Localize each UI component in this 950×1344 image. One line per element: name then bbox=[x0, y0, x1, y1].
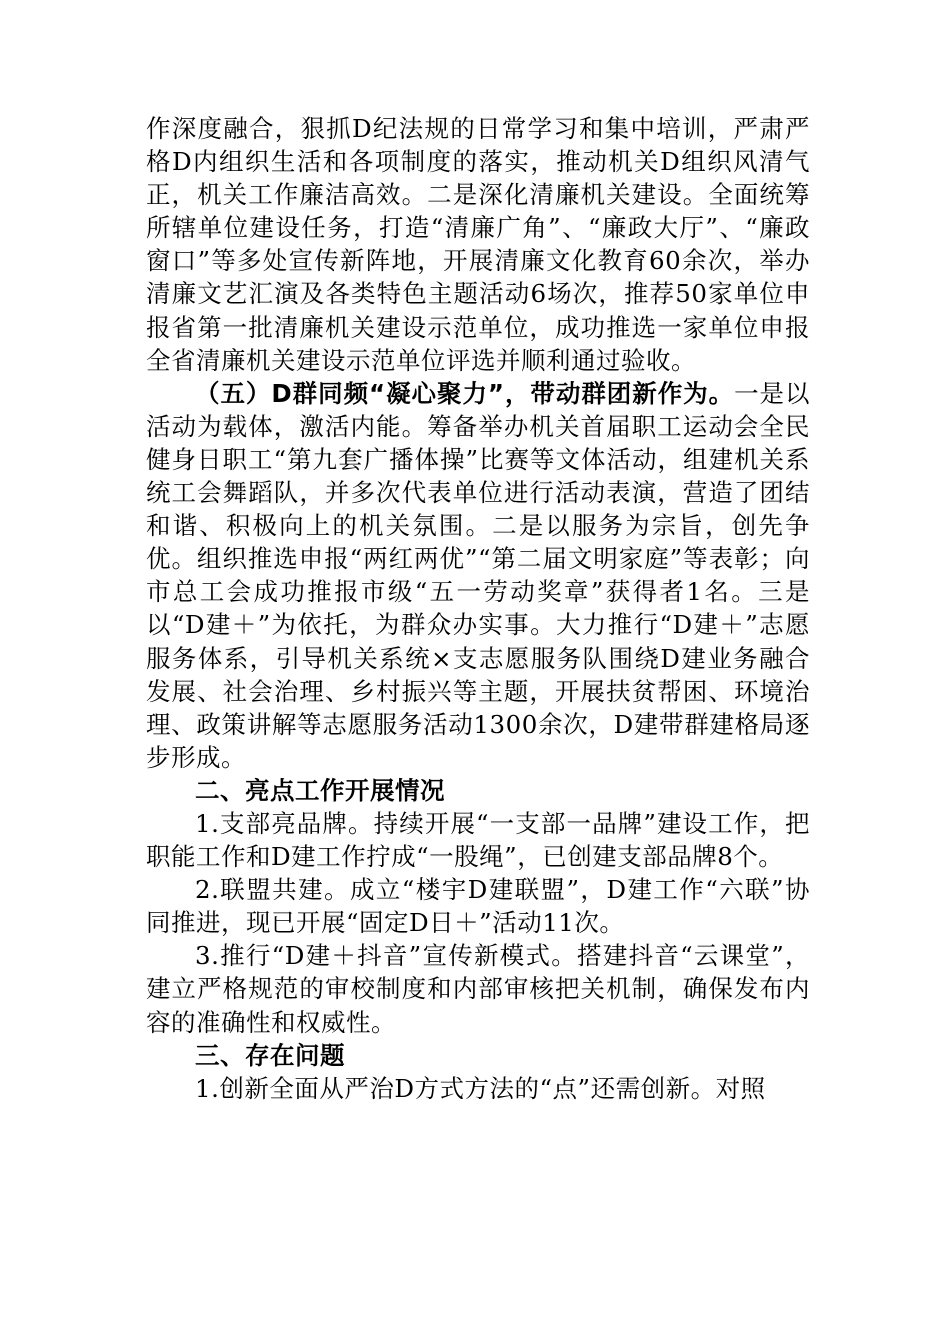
paragraph-item-3: 3.推行“D建＋抖音”宣传新模式。搭建抖音“云课堂”，建立严格规范的审校制度和内部审核把关机制，确保发布内容的准确性和权威性。 bbox=[146, 941, 810, 1037]
paragraph-item-2: 2.联盟共建。成立“楼宇D建联盟”，D建工作“六联”协同推进，现已开展“固定D日＋”活动11次。 bbox=[146, 875, 810, 938]
paragraph-problem-1: 1.创新全面从严治D方式方法的“点”还需创新。对照 bbox=[195, 1073, 766, 1103]
paragraph-continuation: 作深度融合，狠抓D纪法规的日常学习和集中培训，严肃严格D内组织生活和各项制度的落实，推动机关D组织风清气正，机关工作廉洁高效。二是深化清廉机关建设。全面统筹所辖单位建设任务，打造“清廉广角”、“廉政大厅”、“廉政窗口”等多处宣传新阵地，开展清廉文化教育60余次，举办清廉文艺汇演及各类特色主题活动6场次，推荐50家单位申报省第一批清廉机关建设示范单位，成功推选一家单位申报全省清廉机关建设示范单位评选并顺利通过验收。 bbox=[146, 114, 810, 375]
heading-problems: 三、存在问题 bbox=[195, 1040, 345, 1070]
paragraph-section-five bbox=[146, 377, 810, 774]
heading-highlights: 二、亮点工作开展情况 bbox=[195, 775, 445, 805]
section-five-body: 一是以活动为载体，激活内能。筹备举办机关首届职工运动会全民健身日职工“第九套广播体操”比赛等文体活动，组建机关系统工会舞蹈队，并多次代表单位进行活动表演，营造了团结和谐、积极向上的机关氛围。二是以服务为宗旨，创先争优。组织推选申报“两红两优”“第二届文明家庭”等表彰；向市总工会成功推报市级“五一劳动奖章”获得者1名。三是以“D建＋”为依托，为群众办实事。大力推行“D建＋”志愿服务体系，引导机关系统×支志愿服务队围绕D建业务融合发展、社会治理、乡村振兴等主题，开展扶贫帮困、环境治理、政策讲解等志愿服务活动1300余次，D建带群建格局逐步形成。 bbox=[146, 378, 811, 772]
document-body bbox=[146, 112, 810, 1105]
paragraph-item-1: 1.支部亮品牌。持续开展“一支部一品牌”建设工作，把职能工作和D建工作拧成“一股绳”，已创建支部品牌8个。 bbox=[146, 808, 810, 872]
section-five-lead: （五）D群同频“凝心聚力”，带动群团新作为。 bbox=[195, 378, 735, 408]
